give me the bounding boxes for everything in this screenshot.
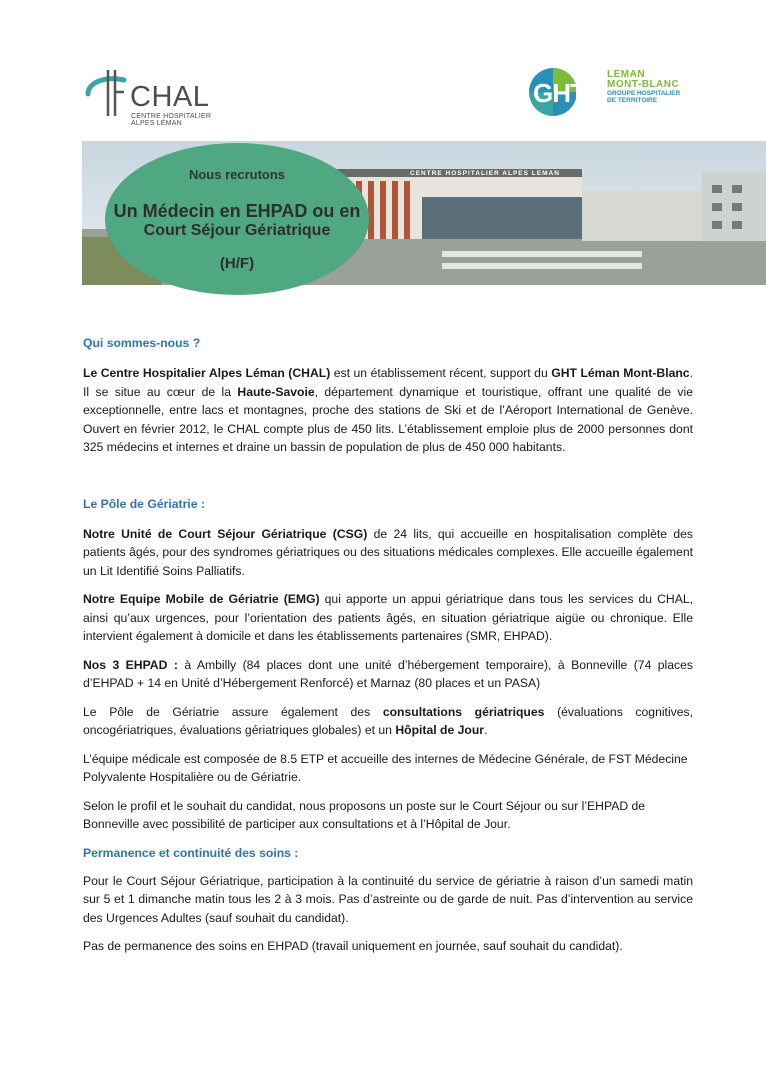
ght-logo-mark: GHT bbox=[533, 78, 585, 108]
about-strong-haute-savoie: Haute-Savoie bbox=[237, 384, 315, 399]
section-heading-geriatrics: Le Pôle de Gériatrie : bbox=[83, 496, 205, 511]
ght-logo-line1: LEMAN bbox=[607, 69, 646, 80]
chal-logo-subtitle bbox=[131, 113, 211, 127]
ehpad-text: à Ambilly (84 places dont une unité d’hébergement temporaire), à Bonneville (74 places d’EHPAD + 14 en Unité d’Hébergement Renforcé) et Marnaz (80 places et un PASA) bbox=[83, 657, 694, 690]
document-body bbox=[83, 334, 693, 956]
ehpad-permanence-paragraph: Pas de permanence des soins en EHPAD (travail uniquement en journée, sauf souhait du candidat). bbox=[83, 939, 623, 953]
chal-logo bbox=[84, 64, 214, 128]
ght-circle-icon bbox=[529, 68, 585, 116]
consultations-text-3: . bbox=[484, 723, 488, 737]
about-strong-ght: GHT Léman Mont-Blanc bbox=[551, 366, 690, 380]
emg-paragraph bbox=[83, 590, 693, 646]
chal-logo-subtitle-line1: CENTRE HOSPITALIER bbox=[131, 113, 212, 120]
ght-logo-line2: MONT-BLANC bbox=[607, 79, 680, 90]
banner-line2: Un Médecin en EHPAD ou en bbox=[113, 201, 361, 221]
csg-paragraph bbox=[83, 525, 693, 581]
recruitment-oval bbox=[105, 143, 369, 295]
banner-line4: (H/F) bbox=[219, 255, 255, 272]
section-heading-about: Qui sommes-nous ? bbox=[83, 336, 201, 350]
emg-strong: Notre Equipe Mobile de Gériatrie (EMG) bbox=[83, 592, 320, 606]
ght-logo bbox=[529, 68, 689, 120]
consultations-strong: consultations gériatriques bbox=[382, 704, 545, 719]
about-text-3: , département dynamique et touristique, offrant une qualité de vie exceptionnelle, entre lacs et montagnes, proche des stations de Ski et de l’Aéroport International de Genève. Ouvert en février 2012, le CHAL compte plus de 450 lits. L’établissement emploie plus de 2000 personnes dont 325 médecins et internes et draine un bassin de population de plus de 450 000 habitants. bbox=[83, 384, 693, 454]
consultations-paragraph bbox=[83, 703, 693, 740]
section-heading-permanence: Permanence et continuité des soins : bbox=[83, 845, 299, 860]
medical-team-paragraph: L’équipe médicale est composée de 8.5 ETP et accueille des internes de Médecine Générale, de FST Médecine Polyvalente Hospitalière ou de Gériatrie. bbox=[83, 751, 688, 784]
about-paragraph bbox=[83, 364, 693, 457]
chal-logo-name: CHAL bbox=[130, 81, 210, 113]
consultations-text-1: Le Pôle de Gériatrie assure également des bbox=[83, 704, 383, 719]
day-hospital-strong: Hôpital de Jour bbox=[395, 723, 485, 737]
ght-logo-line3: GROUPE HOSPITALIER bbox=[607, 90, 681, 97]
consultations-text-2: (évaluations cognitives, oncogériatriques, évaluations gériatriques globales) et un bbox=[83, 704, 693, 737]
chal-logo-subtitle-line2: ALPES LÉMAN bbox=[131, 120, 182, 127]
csg-text: de 24 lits, qui accueille en hospitalisation complète des patients âgés, pour des syndromes gériatriques ou des situations médicales complexes. Elle accueille également un Lit Identifié Soins Palliatifs. bbox=[83, 526, 693, 578]
chal-emblem-icon bbox=[84, 64, 130, 124]
banner-line3: Court Séjour Gériatrique bbox=[143, 222, 331, 239]
ehpad-paragraph bbox=[83, 656, 693, 693]
continuity-paragraph: Pour le Court Séjour Gériatrique, participation à la continuité du service de gériatrie à raison d’un samedi matin sur 5 et 1 dimanche matin tous les 2 à 3 mois. Pas d’astreinte ou de garde de nuit. Pas d’intervention au service des Urgences Adultes (sauf souhait du candidat). bbox=[83, 873, 693, 925]
position-paragraph: Selon le profil et le souhait du candidat, nous proposons un poste sur le Court Séjour ou sur l’EHPAD de Bonneville avec possibilité de participer aux consultations et à l’Hôpital de Jour. bbox=[83, 798, 646, 831]
about-strong-chal: Le Centre Hospitalier Alpes Léman (CHAL) bbox=[83, 366, 331, 380]
about-text-2: . Il se situe au cœur de la bbox=[83, 366, 693, 399]
csg-strong: Notre Unité de Court Séjour Gériatrique (CSG) bbox=[83, 526, 368, 541]
building-sign: CENTRE HOSPITALIER ALPES LEMAN bbox=[410, 170, 560, 177]
banner-line1: Nous recrutons bbox=[188, 167, 286, 182]
about-text-1: est un établissement récent, support du bbox=[330, 366, 552, 380]
ehpad-strong: Nos 3 EHPAD : bbox=[83, 657, 178, 672]
ght-logo-text bbox=[607, 70, 697, 104]
ght-logo-line4: DE TERRITOIRE bbox=[607, 97, 658, 104]
emg-text: qui apporte un appui gériatrique dans tous les services du CHAL, ainsi qu’aux urgences, pour l’orientation des patients âgés, en situation gériatrique aigüe ou chronique. Elle intervient également à domicile et dans les établissements partenaires (SMR, EHPAD). bbox=[83, 592, 693, 643]
